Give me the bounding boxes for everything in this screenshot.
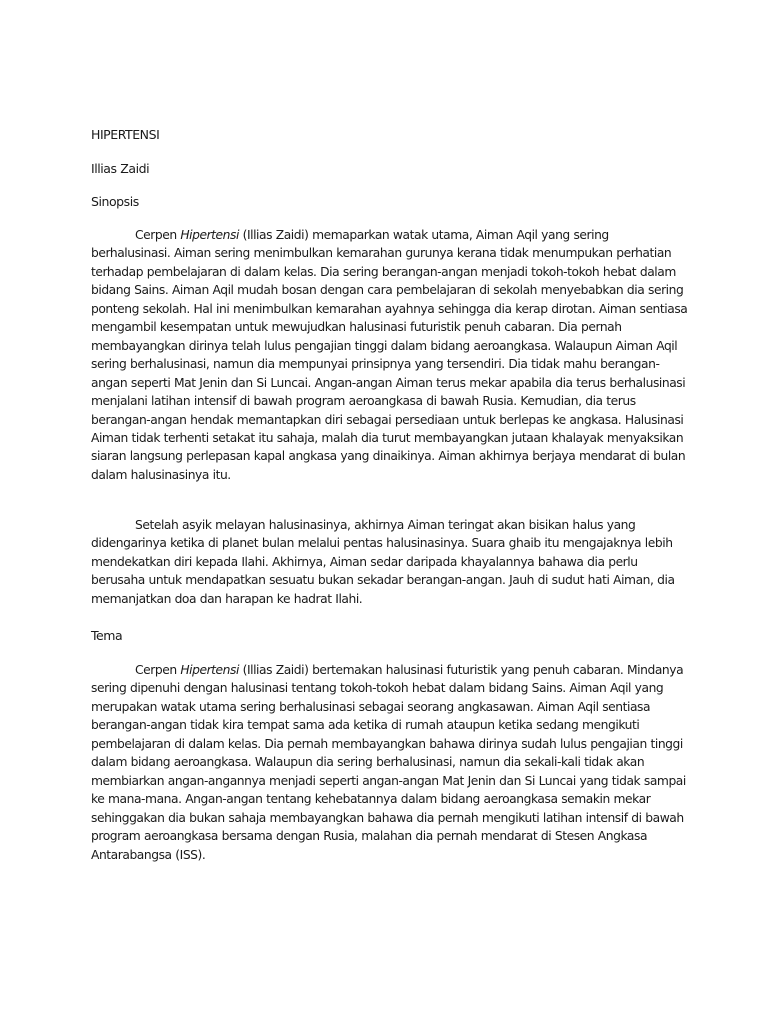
section-heading-sinopsis: Sinopsis [91,194,139,209]
paragraph-lead-text: Setelah asyik melayan halusinasinya, akhirnya Aiman teringat akan bisikan halus yang didengarinya ketika di planet bulan melalui pentas halusinasinya. Suara ghaib itu mengajaknya lebih mendekatkan diri kepada Ilahi. Akhirnya, Aiman sedar daripada khayalannya bahawa dia perlu berusaha untuk mendapatkan sesuatu bukan sekadar berangan-angan. Jauh di sudut hati Aiman, dia memanjatkan doa dan harapan ke hadrat Ilahi. [91,518,675,606]
paragraph-body-text: (Illias Zaidi) memaparkan watak utama, Aiman Aqil yang sering berhalusinasi. Aiman sering menimbulkan kemarahan gurunya kerana tidak menumpukan perhatian terhadap pembelajaran di dalam kelas. Dia sering berangan-angan menjadi tokoh-tokoh hebat dalam bidang Sains. Aiman Aqil mudah bosan dengan cara pembelajaran di sekolah menyebabkan dia sering ponteng sekolah. Hal ini menimbulkan kemarahan ayahnya sehingga dia kerap dirotan. Aiman sentiasa mengambil kesempatan untuk mewujudkan halusinasi futuristik penuh cabaran. Dia pernah membayangkan dirinya telah lulus pengajian tinggi dalam bidang aeroangkasa. Walaupun Aiman Aqil sering berhalusinasi, namun dia mempunyai prinsipnya yang tersendiri. Dia tidak mahu berangan-angan seperti Mat Jenin dan Si Luncai. Angan-angan Aiman terus mekar apabila dia terus berhalusinasi menjalani latihan intensif di bawah program aeroangkasa di bawah Rusia. Kemudian, dia terus berangan-angan hendak memantapkan diri sebagai persediaan untuk berlepas ke angkasa. Halusinasi Aiman tidak terhenti setakat itu sahaja, malah dia turut membayangkan jutaan khalayak menyaksikan siaran langsung perlepasan kapal angkasa yang dinaikinya. Aiman akhirnya berjaya mendarat di bulan dalam halusinasinya itu. [91,228,688,482]
story-title-italic: Hipertensi [180,228,239,242]
paragraph-lead-text: Cerpen [135,228,181,242]
story-title-italic: Hipertensi [180,663,239,677]
sinopsis-paragraph-2 [91,516,691,608]
tema-paragraph-1 [91,661,691,864]
paragraph-lead-text: Cerpen [135,663,181,677]
sinopsis-paragraph-1 [91,226,691,484]
document-title: HIPERTENSI [91,127,160,142]
section-heading-tema: Tema [91,628,123,643]
paragraph-body-text: (Illias Zaidi) bertemakan halusinasi futuristik yang penuh cabaran. Mindanya sering dipenuhi dengan halusinasi tentang tokoh-tokoh hebat dalam bidang Sains. Aiman Aqil yang merupakan watak utama sering berhalusinasi sebagai seorang angkasawan. Aiman Aqil sentiasa berangan-angan tidak kira tempat sama ada ketika di rumah ataupun ketika sedang mengikuti pembelajaran di dalam kelas. Dia pernah membayangkan bahawa dirinya sudah lulus pengajian tinggi dalam bidang aeroangkasa. Walaupun dia sering berhalusinasi, namun dia sekali-kali tidak akan membiarkan angan-angannya menjadi seperti angan-angan Mat Jenin dan Si Luncai yang tidak sampai ke mana-mana. Angan-angan tentang kehebatannya dalam bidang aeroangkasa semakin mekar sehinggakan dia bukan sahaja membayangkan bahawa dia pernah mengikuti latihan intensif di bawah program aeroangkasa bersama dengan Rusia, malahan dia pernah mendarat di Stesen Angkasa Antarabangsa (ISS). [91,663,686,862]
document-author: Illias Zaidi [91,161,150,176]
